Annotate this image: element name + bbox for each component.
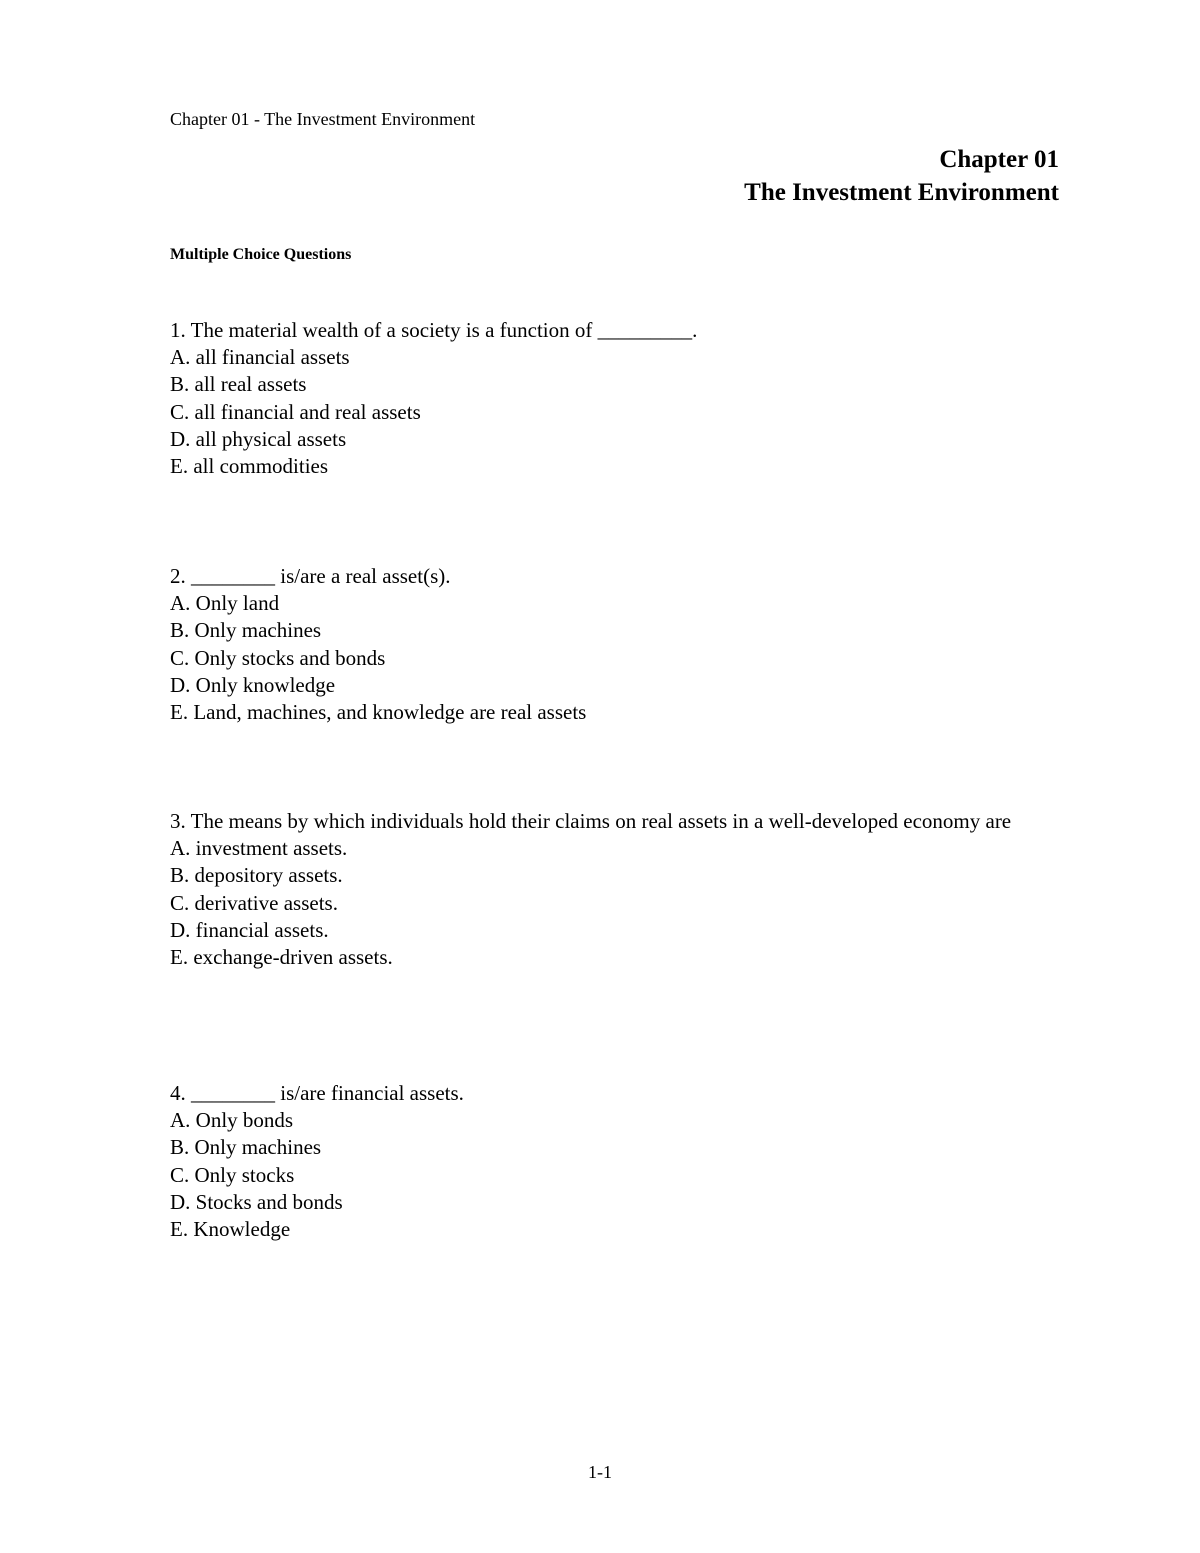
answer-option-e: E. exchange-driven assets. — [170, 945, 393, 970]
question-1 — [170, 317, 1030, 480]
answer-option-d: D. Only knowledge — [170, 672, 336, 697]
answer-option-b: B. Only machines — [170, 1135, 322, 1160]
answer-option-d: D. all physical assets — [170, 426, 347, 451]
answer-option-e: E. Land, machines, and knowledge are real assets — [170, 700, 587, 725]
page-number: 1-1 — [588, 1462, 612, 1482]
question-stem: 2. ________ is/are a real asset(s). — [170, 564, 451, 588]
question-2 — [170, 563, 1030, 726]
answer-option-b: B. depository assets. — [170, 863, 343, 888]
answer-option-a: A. investment assets. — [170, 836, 348, 861]
chapter-number: Chapter 01 — [939, 146, 1059, 173]
chapter-name: The Investment Environment — [744, 179, 1059, 206]
answer-option-e: E. all commodities — [170, 454, 329, 479]
question-stem: 3. The means by which individuals hold their claims on real assets in a well-developed economy are — [170, 809, 1012, 833]
answer-option-c: C. derivative assets. — [170, 890, 338, 915]
answer-option-c: C. all financial and real assets — [170, 399, 421, 424]
question-stem: 4. ________ is/are financial assets. — [170, 1081, 464, 1105]
answer-option-d: D. financial assets. — [170, 917, 329, 942]
question-4 — [170, 1080, 1030, 1243]
answer-option-b: B. Only machines — [170, 618, 322, 643]
answer-option-c: C. Only stocks and bonds — [170, 645, 386, 670]
answer-option-a: A. all financial assets — [170, 345, 350, 370]
answer-option-b: B. all real assets — [170, 372, 307, 397]
question-stem: 1. The material wealth of a society is a function of _________. — [170, 318, 698, 342]
section-heading: Multiple Choice Questions — [170, 246, 352, 263]
question-3 — [170, 808, 1030, 971]
answer-option-a: A. Only bonds — [170, 1108, 294, 1133]
answer-option-e: E. Knowledge — [170, 1217, 291, 1242]
answer-option-d: D. Stocks and bonds — [170, 1189, 343, 1214]
chapter-title — [744, 143, 1059, 209]
answer-option-c: C. Only stocks — [170, 1162, 295, 1187]
running-header: Chapter 01 - The Investment Environment — [170, 109, 476, 129]
answer-option-a: A. Only land — [170, 591, 280, 616]
